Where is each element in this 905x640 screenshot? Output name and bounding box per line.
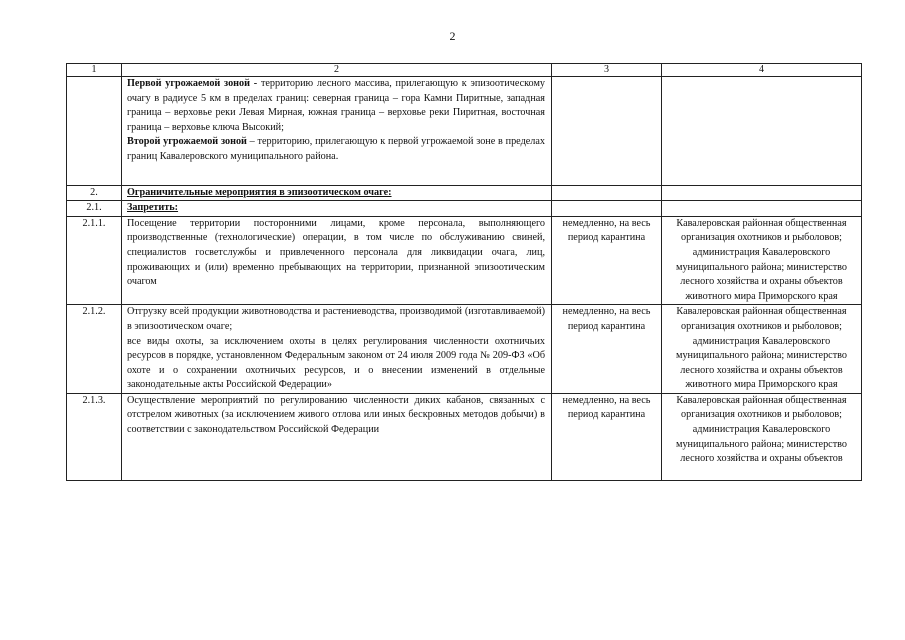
subsection-title: Запретить: [122, 201, 552, 217]
row-responsible: Кавалеровская районная общественная организация охотников и рыболовов; администрация Кавалеровского муниципального района; министерство лесного хозяйства и охраны объектов животного мира Приморского края [662, 216, 862, 305]
page-number: 2 [449, 29, 456, 43]
table-row [67, 305, 862, 394]
subsection-number: 2.1. [67, 201, 122, 217]
section-row [67, 185, 862, 201]
row-term: немедленно, на весь период карантина [552, 216, 662, 305]
table-row [67, 393, 862, 480]
header-col-1: 1 [67, 64, 122, 77]
zones-cell [122, 77, 552, 186]
row-responsible: Кавалеровская районная общественная организация охотников и рыболовов; администрация Кавалеровского муниципального района; министерство лесного хозяйства и охраны объектов животного мира Приморского края [662, 305, 862, 394]
section-number: 2. [67, 185, 122, 201]
table-header-row [67, 64, 862, 77]
section-title: Ограничительные мероприятия в эпизоотическом очаге: [122, 185, 552, 201]
row-number: 2.1.2. [67, 305, 122, 394]
row-measure-text: Посещение территории посторонними лицами, кроме персонала, выполняющего производственные (технологические) операции, в том числе по обслуживанию свиней, специалистов госветслужбы и привлеченного персонала для ликвидации очага, лиц, проживающих и (или) временно пребывающих на территории, признанной эпизоотическим очагом [122, 216, 552, 305]
subsection-row [67, 201, 862, 217]
zone1-text: территорию лесного массива, прилегающую к эпизоотическому очагу в радиусе 5 км в пределах границ: северная граница – гора Камни Пиритные, западная граница – верховье реки Левая Мирная, южная граница – верховье реки Пиритная, восточная граница – верховье ключа Высокий; [127, 78, 546, 133]
header-col-2: 2 [122, 64, 552, 77]
row-number: 2.1.3. [67, 393, 122, 480]
row-term: немедленно, на весь период карантина [552, 305, 662, 394]
row-measure-text: Осуществление мероприятий по регулированию численности диких кабанов, связанных с отстрелом животных (за исключением живого отлова или иных бескровных методов добычи) в соответствии с законодательством Российской Федерации [122, 393, 552, 480]
header-col-4: 4 [662, 64, 862, 77]
table-row [67, 216, 862, 305]
zone2-label: Второй угрожаемой зоной [127, 136, 247, 148]
zone1-label: Первой угрожаемой зоной - [127, 78, 258, 89]
row-number: 2.1.1. [67, 216, 122, 305]
row-responsible: Кавалеровская районная общественная организация охотников и рыболовов; администрация Кавалеровского муниципального района; министерство лесного хозяйства и охраны объектов [676, 394, 847, 465]
row-measure-text: Отгрузку всей продукции животноводства и растениеводства, производимой (изготавливаемой) в эпизоотическом очаге; все виды охоты, за исключением охоты в целях регулирования численности охотничьих ресурсов в порядке, установленном Федеральным законом от 24 июля 2009 года № 209-ФЗ «Об охоте и о сохранении охотничьих ресурсов, и о внесении изменений в отдельные законодательные акты Российской Федерации» [122, 305, 552, 394]
measures-table [66, 63, 862, 481]
header-col-3: 3 [552, 64, 662, 77]
zone2-text: – территорию, прилегающую к первой угрожаемой зоне в пределах границ Кавалеровского муниципального района. [127, 136, 545, 162]
row-term: немедленно, на весь период карантина [552, 393, 662, 480]
zones-row [67, 77, 862, 186]
